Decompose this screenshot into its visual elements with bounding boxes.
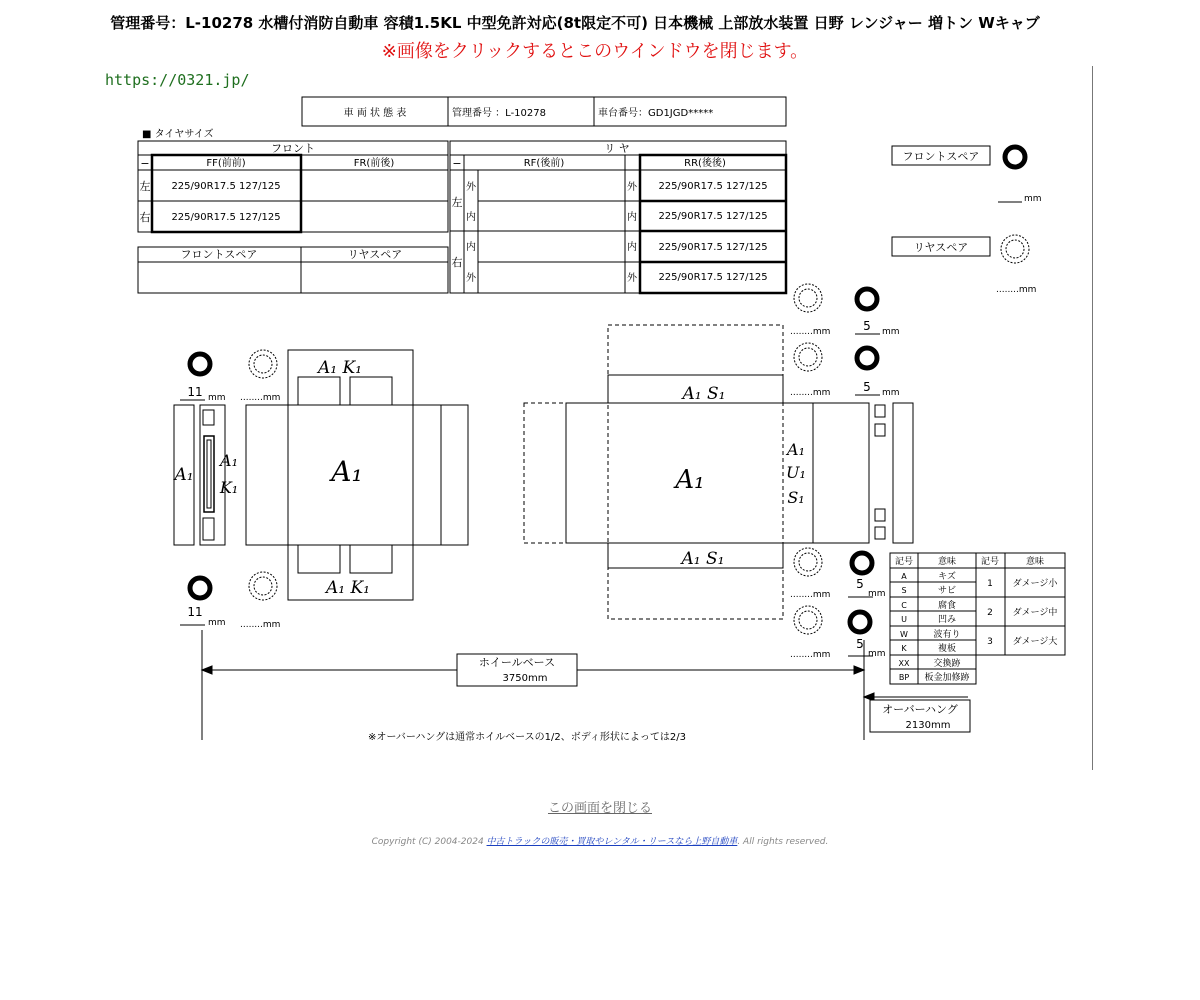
tire-rear-left-outer2-icon — [857, 348, 877, 368]
overhang-label: オーバーハング — [882, 703, 958, 716]
rear-view-diagram — [524, 325, 913, 619]
rear-label: リ ヤ — [604, 142, 630, 155]
rf-inner-2: 内 — [466, 242, 476, 253]
spare-front-label: フロントスペア — [180, 248, 258, 261]
tread-rear-1: 5 — [863, 319, 871, 333]
rr-inner-1: 内 — [627, 212, 637, 223]
tire-front-right-icon — [190, 578, 210, 598]
legend-head-code2: 記号 — [980, 557, 1000, 567]
front-spare-tire-icon — [1005, 147, 1025, 167]
tread-rear-2: 5 — [863, 380, 871, 394]
damage-body: A₁ — [675, 465, 705, 495]
sheet-header-mgmt: 管理番号 ：L-10278 — [452, 108, 546, 119]
tire-rear-right-inner2-icon — [794, 606, 822, 634]
front-dash: − — [140, 157, 150, 170]
legend-code: C — [901, 601, 907, 610]
rear-dash: − — [452, 157, 462, 170]
tread-front-left: 11 — [187, 385, 203, 399]
rr-outer-1: 外 — [627, 182, 637, 193]
tread-front-right-inner-mm: ........mm — [240, 620, 281, 630]
damage-grille-a: A₁ — [220, 451, 238, 470]
tread-front-left-mm: mm — [208, 393, 226, 403]
copyright-suffix: . All rights reserved. — [737, 837, 829, 847]
legend-code: A — [901, 572, 907, 581]
damage-front-top: A₁ K₁ — [317, 358, 363, 378]
rf-outer-1: 外 — [466, 182, 476, 193]
legend-code: S — [901, 586, 907, 595]
legend-head-meaning: 意味 — [937, 557, 957, 567]
legend-level-code: 1 — [987, 579, 993, 589]
legend-meaning: 交換跡 — [933, 659, 961, 669]
overhang-note: ※オーバーハングは通常ホイルベースの1/2、ボディ形状によっては2/3 — [367, 732, 687, 743]
copyright-site-link[interactable]: 中古トラックの販売・買取やレンタル・リースなら上野自動車 — [486, 837, 738, 847]
rf-inner-1: 内 — [466, 212, 476, 223]
damage-bumper: A₁ — [174, 465, 194, 485]
overhang-value: 2130mm — [905, 720, 951, 731]
tire-rear-left-outer1-icon — [857, 289, 877, 309]
legend-level-meaning: ダメージ小 — [1012, 579, 1058, 589]
rr-outer-2: 外 — [627, 273, 637, 284]
ff-right-size: 225/90R17.5 127/125 — [171, 212, 281, 223]
front-label: フロント — [271, 142, 315, 155]
legend-code: U — [901, 615, 907, 624]
legend-meaning: 腐食 — [937, 601, 957, 611]
damage-cab: A₁ — [331, 455, 363, 488]
tread-front-right-mm: mm — [208, 618, 226, 628]
side-rear-spare: リヤスペア — [913, 241, 969, 254]
rr-left-in-size: 225/90R17.5 127/125 — [658, 211, 768, 222]
tread-rr-inner2-mm: ........mm — [790, 650, 831, 660]
front-left-label: 左 — [139, 180, 151, 193]
legend-head-meaning2: 意味 — [1025, 557, 1045, 567]
tire-section-label: ■ タイヤサイズ — [142, 129, 214, 140]
page-title: 管理番号：L-10278 水槽付消防自動車 容積1.5KL 中型免許対応(8t限定不可) 日本機械 上部放水装置 日野 レンジャー 増トン Wキャブ — [110, 14, 1040, 32]
tire-rear-right-outer2-icon — [850, 612, 870, 632]
damage-legend-table — [890, 553, 1065, 684]
damage-body-top: A₁ S₁ — [682, 384, 726, 404]
tread-rear-4: 5 — [856, 637, 864, 651]
legend-level-code: 3 — [987, 637, 993, 647]
legend-code: BP — [898, 673, 910, 682]
wheelbase-value: 3750mm — [502, 673, 548, 684]
sheet-header-title: 車 両 状 態 表 — [343, 108, 407, 119]
side-front-spare: フロントスペア — [902, 150, 980, 163]
close-hint: ※画像をクリックするとこのウインドウを閉じます。 — [381, 41, 809, 62]
legend-meaning: キズ — [938, 572, 956, 582]
dimension-lines — [202, 630, 970, 740]
legend-meaning: 凹み — [937, 615, 957, 625]
damage-grille-k: K₁ — [219, 478, 239, 497]
damage-body-bottom: A₁ S₁ — [681, 549, 725, 569]
close-window-link[interactable]: この画面を閉じる — [547, 801, 652, 816]
tire-front-right-inner-icon — [249, 572, 277, 600]
tread-front-right: 11 — [187, 605, 203, 619]
col-rr: RR(後後) — [684, 158, 726, 169]
rr-inner-2: 内 — [627, 242, 637, 253]
rear-left-label: 左 — [451, 196, 463, 209]
tread-rl-inner2-mm: ........mm — [790, 388, 831, 398]
legend-code: XX — [898, 659, 910, 668]
col-rf: RF(後前) — [523, 158, 565, 169]
rr-right-in-size: 225/90R17.5 127/125 — [658, 242, 768, 253]
legend-meaning: 板金加修跡 — [924, 673, 970, 683]
copyright-prefix: Copyright (C) 2004-2024 — [371, 837, 487, 847]
legend-code: W — [900, 630, 908, 639]
tire-front-left-inner-icon — [249, 350, 277, 378]
tire-rear-left-inner1-icon — [794, 284, 822, 312]
rr-left-out-size: 225/90R17.5 127/125 — [658, 181, 768, 192]
tread-rl-inner1-mm: ........mm — [790, 327, 831, 337]
col-fr: FR(前後) — [353, 158, 395, 169]
legend-level-meaning: ダメージ中 — [1012, 608, 1058, 618]
copyright — [0, 834, 1200, 847]
front-view-diagram — [174, 350, 468, 600]
rear-spare-mm: ........mm — [996, 285, 1037, 295]
site-watermark: https://0321.jp/ — [105, 71, 250, 89]
front-right-label: 右 — [139, 211, 151, 224]
spare-rear-label: リヤスペア — [347, 248, 403, 261]
ff-left-size: 225/90R17.5 127/125 — [171, 181, 281, 192]
wheelbase-label: ホイールベース — [478, 656, 556, 669]
damage-rear-a: A₁ — [787, 440, 805, 459]
damage-front-bottom: A₁ K₁ — [325, 578, 371, 598]
legend-meaning: 複板 — [937, 644, 957, 654]
tire-rear-left-inner2-icon — [794, 343, 822, 371]
legend-level-code: 2 — [987, 608, 993, 618]
legend-head-code: 記号 — [894, 557, 914, 567]
damage-rear-u: U₁ — [786, 463, 806, 482]
tread-rear-3: 5 — [856, 577, 864, 591]
rear-right-label: 右 — [451, 256, 463, 269]
tire-rear-right-outer1-icon — [852, 553, 872, 573]
col-ff: FF(前前) — [206, 158, 246, 169]
rear-spare-tire-icon — [1001, 235, 1029, 263]
tread-front-left-inner-mm: ........mm — [240, 393, 281, 403]
front-spare-mm: mm — [1024, 194, 1042, 204]
tread-rear-1-mm: mm — [882, 327, 900, 337]
tire-rear-right-inner1-icon — [794, 548, 822, 576]
tire-front-left-icon — [190, 354, 210, 374]
legend-code: K — [901, 644, 907, 653]
legend-meaning: サビ — [937, 586, 957, 596]
legend-level-meaning: ダメージ大 — [1012, 637, 1058, 647]
sheet-header-chassis: 車台番号：GD1JGD***** — [598, 108, 714, 119]
tread-rear-3-mm: mm — [868, 589, 886, 599]
rr-right-out-size: 225/90R17.5 127/125 — [658, 272, 768, 283]
legend-meaning: 波有り — [933, 630, 961, 640]
tread-rear-4-mm: mm — [868, 649, 886, 659]
close-window-link-wrap — [0, 797, 1200, 816]
tread-rear-2-mm: mm — [882, 388, 900, 398]
tread-rr-inner1-mm: ........mm — [790, 590, 831, 600]
rf-outer-2: 外 — [466, 273, 476, 284]
damage-rear-s: S₁ — [787, 488, 805, 507]
